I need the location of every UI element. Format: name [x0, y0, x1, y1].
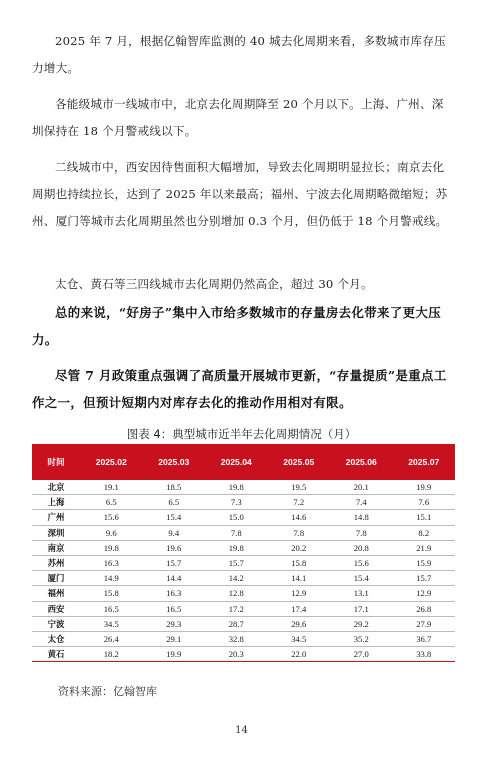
- header-cell: 2025.06: [330, 444, 393, 480]
- value-cell: 15.6: [330, 555, 393, 570]
- value-cell: 19.1: [80, 480, 143, 495]
- value-cell: 8.2: [393, 525, 456, 540]
- value-cell: 29.1: [143, 631, 206, 646]
- value-cell: 19.8: [205, 480, 268, 495]
- value-cell: 29.6: [268, 616, 331, 631]
- value-cell: 15.0: [205, 510, 268, 525]
- value-cell: 20.8: [330, 540, 393, 555]
- page-number: 14: [235, 725, 248, 736]
- value-cell: 20.1: [330, 480, 393, 495]
- value-cell: 27.9: [393, 616, 456, 631]
- header-cell: 2025.04: [205, 444, 268, 480]
- table-row: [32, 555, 455, 570]
- value-cell: 15.4: [143, 510, 206, 525]
- value-cell: 16.5: [80, 601, 143, 616]
- value-cell: 19.8: [205, 540, 268, 555]
- header-cell: 时间: [32, 444, 80, 480]
- table-row: [32, 631, 455, 646]
- header-cell: 2025.05: [268, 444, 331, 480]
- city-name-cell: 深圳: [32, 525, 80, 540]
- table-header-row: [32, 444, 455, 480]
- table-caption: 图表 4：典型城市近半年去化周期情况（月）: [126, 427, 357, 441]
- table-row: [32, 510, 455, 525]
- value-cell: 22.0: [268, 647, 331, 662]
- value-cell: 15.6: [80, 510, 143, 525]
- value-cell: 9.6: [80, 525, 143, 540]
- city-name-cell: 福州: [32, 586, 80, 601]
- value-cell: 17.2: [205, 601, 268, 616]
- value-cell: 7.3: [205, 495, 268, 510]
- value-cell: 19.9: [143, 647, 206, 662]
- value-cell: 17.1: [330, 601, 393, 616]
- value-cell: 12.9: [393, 586, 456, 601]
- value-cell: 26.4: [80, 631, 143, 646]
- value-cell: 14.2: [205, 571, 268, 586]
- value-cell: 6.5: [143, 495, 206, 510]
- city-name-cell: 太仓: [32, 631, 80, 646]
- value-cell: 14.9: [80, 571, 143, 586]
- value-cell: 34.5: [268, 631, 331, 646]
- value-cell: 7.8: [268, 525, 331, 540]
- table-row: [32, 540, 455, 555]
- value-cell: 16.3: [143, 586, 206, 601]
- value-cell: 7.8: [205, 525, 268, 540]
- value-cell: 15.4: [330, 571, 393, 586]
- paragraph-summary: 总的来说，“好房子”集中入市给多数城市的存量房去化带来了更大压力。: [32, 305, 441, 347]
- value-cell: 36.7: [393, 631, 456, 646]
- value-cell: 16.5: [143, 601, 206, 616]
- city-name-cell: 宁波: [32, 616, 80, 631]
- table-row: [32, 601, 455, 616]
- value-cell: 15.8: [80, 586, 143, 601]
- value-cell: 15.8: [268, 555, 331, 570]
- value-cell: 15.7: [205, 555, 268, 570]
- table-row: [32, 586, 455, 601]
- table-row: [32, 525, 455, 540]
- value-cell: 27.0: [330, 647, 393, 662]
- value-cell: 18.2: [80, 647, 143, 662]
- city-name-cell: 厦门: [32, 571, 80, 586]
- city-name-cell: 北京: [32, 480, 80, 495]
- paragraph-tier3: 太仓、黄石等三四线城市去化周期仍然高企，超过 30 个月。: [55, 277, 373, 291]
- value-cell: 29.3: [143, 616, 206, 631]
- city-name-cell: 广州: [32, 510, 80, 525]
- value-cell: 7.2: [268, 495, 331, 510]
- value-cell: 18.5: [143, 480, 206, 495]
- header-cell: 2025.07: [393, 444, 456, 480]
- value-cell: 14.4: [143, 571, 206, 586]
- city-name-cell: 黄石: [32, 647, 80, 662]
- table-row: [32, 495, 455, 510]
- paragraph-tier2: 二线城市中，西安因待售面积大幅增加，导致去化周期明显拉长；南京去化周期也持续拉长，达到了 2025 年以来最高；福州、宁波去化周期略微缩短；苏州、厦门等城市去化周期虽然也分别增加 0.3 个月，但仍低于 18 个月警戒线。: [32, 160, 448, 228]
- paragraph-tier1: 各能级城市一线城市中，北京去化周期降至 20 个月以下。上海、广州、深圳保持在 18 个月警戒线以下。: [32, 97, 444, 138]
- value-cell: 6.5: [80, 495, 143, 510]
- value-cell: 26.8: [393, 601, 456, 616]
- value-cell: 28.7: [205, 616, 268, 631]
- table-row: [32, 616, 455, 631]
- table-row: [32, 480, 455, 495]
- value-cell: 15.9: [393, 555, 456, 570]
- header-cell: 2025.02: [80, 444, 143, 480]
- value-cell: 14.1: [268, 571, 331, 586]
- source-note: 资料来源：亿翰智库: [58, 685, 157, 698]
- value-cell: 15.7: [393, 571, 456, 586]
- value-cell: 15.7: [143, 555, 206, 570]
- value-cell: 19.6: [143, 540, 206, 555]
- value-cell: 32.8: [205, 631, 268, 646]
- value-cell: 20.3: [205, 647, 268, 662]
- value-cell: 13.1: [330, 586, 393, 601]
- value-cell: 17.4: [268, 601, 331, 616]
- table-body: [32, 480, 455, 662]
- paragraph-intro: 2025 年 7 月，根据亿翰智库监测的 40 城去化周期来看，多数城市库存压力增大。: [32, 34, 446, 75]
- value-cell: 33.8: [393, 647, 456, 662]
- value-cell: 14.6: [268, 510, 331, 525]
- destocking-cycle-table: [32, 444, 455, 662]
- value-cell: 12.8: [205, 586, 268, 601]
- header-cell: 2025.03: [143, 444, 206, 480]
- value-cell: 14.8: [330, 510, 393, 525]
- value-cell: 19.8: [80, 540, 143, 555]
- value-cell: 20.2: [268, 540, 331, 555]
- value-cell: 19.5: [268, 480, 331, 495]
- value-cell: 34.5: [80, 616, 143, 631]
- value-cell: 29.2: [330, 616, 393, 631]
- city-name-cell: 苏州: [32, 555, 80, 570]
- value-cell: 21.9: [393, 540, 456, 555]
- value-cell: 7.6: [393, 495, 456, 510]
- paragraph-policy: 尽管 7 月政策重点强调了高质量开展城市更新，“存量提质”是重点工作之一，但预计短期内对库存去化的推动作用相对有限。: [32, 368, 447, 410]
- city-name-cell: 南京: [32, 540, 80, 555]
- city-name-cell: 上海: [32, 495, 80, 510]
- value-cell: 7.4: [330, 495, 393, 510]
- value-cell: 7.8: [330, 525, 393, 540]
- table-row: [32, 571, 455, 586]
- city-name-cell: 西安: [32, 601, 80, 616]
- value-cell: 9.4: [143, 525, 206, 540]
- value-cell: 12.9: [268, 586, 331, 601]
- value-cell: 16.3: [80, 555, 143, 570]
- table-row: [32, 647, 455, 662]
- value-cell: 15.1: [393, 510, 456, 525]
- value-cell: 19.9: [393, 480, 456, 495]
- value-cell: 35.2: [330, 631, 393, 646]
